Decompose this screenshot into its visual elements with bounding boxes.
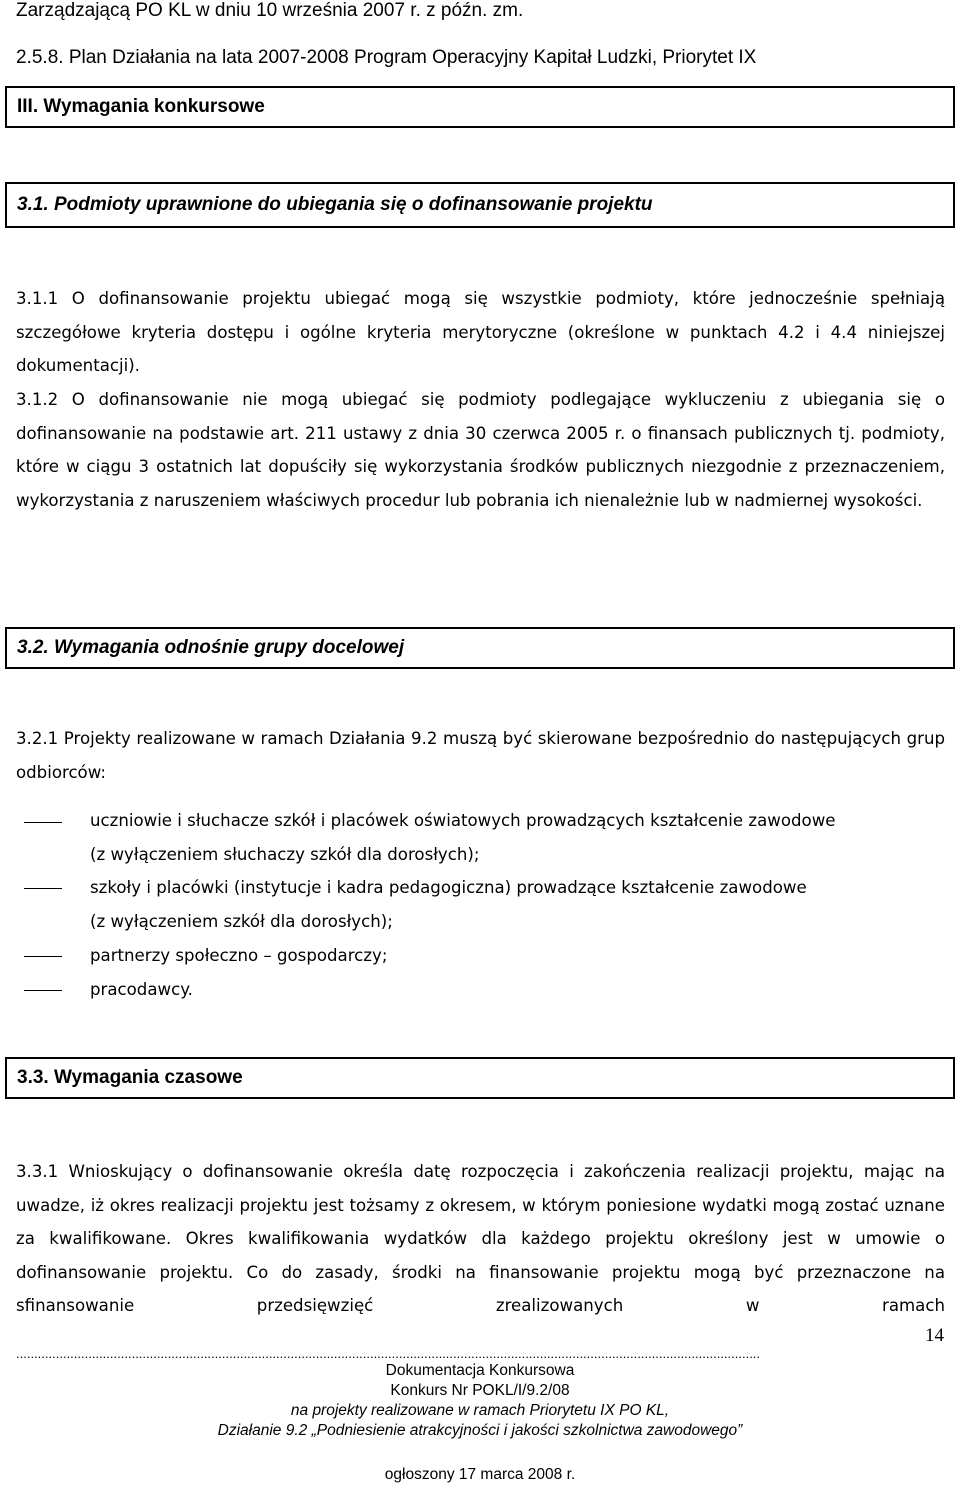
bullet-dash (24, 888, 62, 889)
section-3-heading (5, 86, 955, 128)
bullet-dash (24, 956, 62, 957)
footer-line-2: Konkurs Nr POKL/I/9.2/08 (390, 1382, 570, 1399)
bullet-4-line-1: pracodawcy. (90, 980, 193, 999)
section-3-2-title: 3.2. Wymagania odnośnie grupy docelowej (17, 637, 405, 658)
header-line-1: Zarządzającą PO KL w dniu 10 września 2007 r. z późn. zm. (16, 0, 524, 21)
section-3-3-title: 3.3. Wymagania czasowe (17, 1067, 243, 1088)
footer-line-3: na projekty realizowane w ramach Priorytetu IX PO KL, (290, 1402, 670, 1419)
section-3-title: III. Wymagania konkursowe (17, 96, 265, 117)
footer-line-5: ogłoszony 17 marca 2008 r. (384, 1466, 576, 1483)
paragraph-3-1-2: 3.1.2 O dofinansowanie nie mogą ubiegać się podmioty podlegające wykluczeniu z ubiegania się o dofinansowanie na podstawie art. 211 ustawy z dnia 30 czerwca 2005 r. o finansach publicznych tj. podmioty, które w ciągu 3 ostatnich lat dopuściły się wykorzystania środków publicznych niezgodnie z przeznaczeniem, wykorzystania z naruszeniem właściwych procedur lub pobrania ich nienależnie lub w nadmiernej wysokości. (16, 390, 945, 510)
paragraph-3-1-1: 3.1.1 O dofinansowanie projektu ubiegać mogą się wszystkie podmioty, które jednocześnie spełniają szczegółowe kryteria dostępu i ogólne kryteria merytoryczne (określone w punktach 4.2 i 4.4 niniejszej dokumentacji). (16, 289, 945, 376)
footer-line-1: Dokumentacja Konkursowa (385, 1362, 575, 1379)
section-3-1-heading (5, 182, 955, 228)
footer-dotted-rule: .............................................................................................................................................................................................................. (16, 1346, 761, 1361)
bullet-2-line-2: (z wyłączeniem szkół dla dorosłych); (90, 912, 393, 931)
section-3-3-heading (5, 1057, 955, 1099)
section-3-2-heading (5, 627, 955, 669)
header-line-2: 2.5.8. Plan Działania na lata 2007-2008 Program Operacyjny Kapitał Ludzki, Priorytet IX (16, 47, 757, 68)
bullet-3-line-1: partnerzy społeczno – gospodarczy; (90, 946, 388, 965)
bullet-dash (24, 822, 62, 823)
footer-line-4: Działanie 9.2 „Podniesienie atrakcyjności i jakości szkolnictwa zawodowego” (217, 1422, 743, 1439)
paragraph-3-3-1: 3.3.1 Wnioskujący o dofinansowanie określa datę rozpoczęcia i zakończenia realizacji projektu, mając na uwadze, iż okres realizacji projektu jest tożsamy z okresem, w którym poniesione wydatki mogą zostać uznane za kwalifikowane. Okres kwalifikowania wydatków dla każdego projektu określony jest w umowie o dofinansowanie projektu. Co do zasady, środki na finansowanie projektu mogą być przeznaczone na sfinansowanie przedsięwzięć zrealizowanych w ramach (16, 1162, 945, 1316)
paragraph-3-2-1: 3.2.1 Projekty realizowane w ramach Działania 9.2 muszą być skierowane bezpośrednio do następujących grup odbiorców: (16, 729, 945, 782)
bullet-1-line-2: (z wyłączeniem słuchaczy szkół dla dorosłych); (90, 845, 480, 864)
section-3-1-title: 3.1. Podmioty uprawnione do ubiegania się o dofinansowanie projektu (17, 194, 653, 215)
bullet-2-line-1: szkoły i placówki (instytucje i kadra pedagogiczna) prowadzące kształcenie zawodowe (90, 878, 807, 897)
page-number: 14 (925, 1325, 944, 1346)
bullet-dash (24, 990, 62, 991)
bullet-1-line-1: uczniowie i słuchacze szkół i placówek oświatowych prowadzących kształcenie zawodowe (90, 811, 836, 830)
